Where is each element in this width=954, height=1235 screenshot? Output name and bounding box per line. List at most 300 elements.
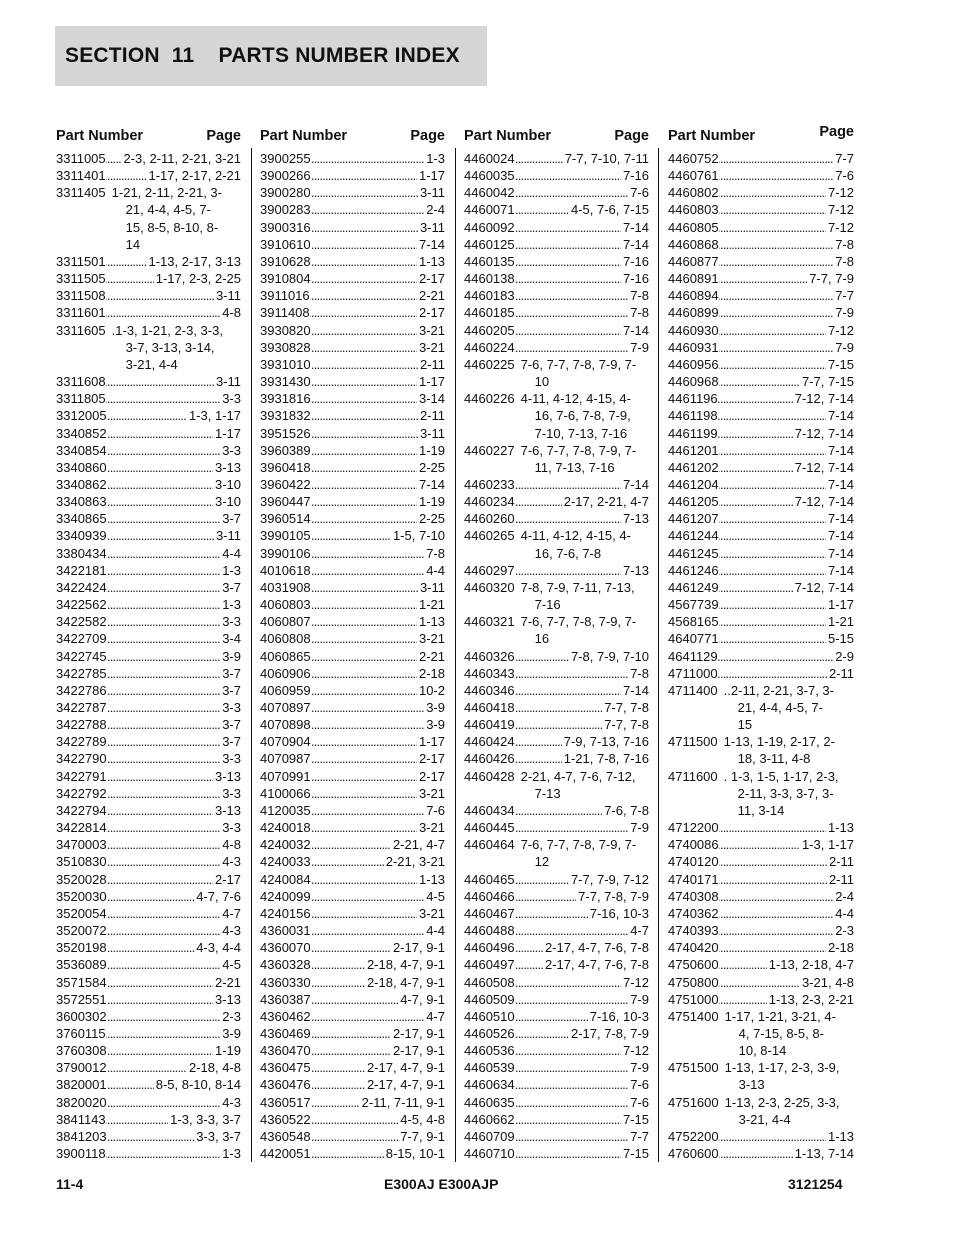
index-entry xyxy=(260,922,445,939)
page-ref-text: 7-6 xyxy=(630,1094,649,1110)
page-refs xyxy=(515,510,649,527)
index-entry xyxy=(260,287,445,304)
index-entry xyxy=(56,373,241,390)
part-number: 3312005 xyxy=(56,408,107,424)
part-number: 4070991 xyxy=(260,768,311,784)
page-ref-text: 2-3 xyxy=(835,923,854,939)
page-refs xyxy=(515,150,649,167)
page-ref-text: 3-9 xyxy=(426,717,445,733)
index-entry xyxy=(260,1145,445,1162)
part-number: 3911408 xyxy=(260,305,310,321)
page-ref-text: 3-7 xyxy=(222,511,241,527)
page-ref-text: 3-21 xyxy=(418,631,445,647)
part-number: 3960447 xyxy=(260,494,311,510)
index-entry xyxy=(56,407,241,424)
page-refs xyxy=(107,493,241,510)
column-header xyxy=(668,118,854,150)
part-number: 4060803 xyxy=(260,597,311,613)
index-entry xyxy=(464,1111,649,1128)
index-entry xyxy=(464,1076,649,1093)
page-ref-text: 1-13 xyxy=(418,871,445,887)
part-number: 4461244 xyxy=(668,528,719,544)
page-refs xyxy=(515,527,649,561)
index-entry xyxy=(260,562,445,579)
index-entry xyxy=(260,459,445,476)
part-number: 4100066 xyxy=(260,785,311,801)
page-ref-text: 2-17, 4-7, 7-6, 7-8 xyxy=(544,957,649,973)
page-ref-line: 1-13, 2-3, 2-25, 3-3, xyxy=(724,1094,840,1110)
index-entry xyxy=(56,819,241,836)
page-ref-text: 7-14 xyxy=(827,476,854,492)
page-refs xyxy=(107,596,241,613)
page-refs xyxy=(311,682,445,699)
part-number: 3422745 xyxy=(56,648,107,664)
page-refs xyxy=(719,493,854,510)
page-ref-text: 3-11 xyxy=(419,219,445,235)
part-number: 3951526 xyxy=(260,425,311,441)
part-number: 4460260 xyxy=(464,511,515,527)
index-entry xyxy=(464,356,649,390)
page-ref-line: 1-21, 2-11, 2-21, 3- xyxy=(111,185,222,201)
page-refs xyxy=(719,871,854,888)
page-ref-text: 7-14 xyxy=(827,528,854,544)
page-refs xyxy=(107,442,241,459)
index-entry xyxy=(56,270,241,287)
page-refs xyxy=(107,459,241,476)
page-ref-line: 3-7, 3-13, 3-14, xyxy=(125,339,215,355)
index-entry xyxy=(260,167,445,184)
page-refs xyxy=(719,630,854,647)
page-refs xyxy=(311,699,445,716)
part-number: 3422792 xyxy=(56,785,107,801)
part-number: 4461202 xyxy=(668,459,719,475)
index-entry xyxy=(260,510,445,527)
index-entry xyxy=(56,922,241,939)
page-ref-text: 7-9 xyxy=(835,305,854,321)
part-number: 4460185 xyxy=(464,305,515,321)
page-ref-text: 1-13 xyxy=(418,253,445,269)
index-entry xyxy=(668,510,854,527)
page-refs xyxy=(515,956,649,973)
part-number: 4750600 xyxy=(668,957,719,973)
part-number: 3931010 xyxy=(260,356,311,372)
page-ref-text: 2-25 xyxy=(418,511,445,527)
index-entry xyxy=(56,613,241,630)
page-refs xyxy=(515,236,649,253)
index-entry xyxy=(668,579,854,596)
page-refs xyxy=(311,871,445,888)
page-refs xyxy=(107,407,241,424)
page-ref-text: 2-17 xyxy=(418,305,445,321)
part-number: 4060906 xyxy=(260,665,311,681)
page-refs xyxy=(515,613,649,647)
page-refs xyxy=(719,236,854,253)
page-ref-text: 7-14 xyxy=(622,219,649,235)
index-entry xyxy=(56,665,241,682)
page-refs xyxy=(719,287,854,304)
page-ref-text: 2-21 xyxy=(214,974,241,990)
page-refs xyxy=(515,287,649,304)
part-number: 3422181 xyxy=(56,562,107,578)
part-number: 4460224 xyxy=(464,339,515,355)
index-entry xyxy=(260,716,445,733)
index-entry xyxy=(260,613,445,630)
part-number: 3422791 xyxy=(56,768,107,784)
page-refs xyxy=(311,991,445,1008)
page-refs xyxy=(311,785,445,802)
page-ref-text: 7-6 xyxy=(630,185,649,201)
page-ref-text: 7-9, 7-13, 7-16 xyxy=(563,734,649,750)
page-ref-text: 4-4 xyxy=(426,562,445,578)
page-ref-text: 4-5 xyxy=(222,957,241,973)
page-ref-line: 21, 4-4, 4-5, 7- xyxy=(125,202,211,218)
index-entry xyxy=(668,956,854,973)
page-ref-text: 3-13 xyxy=(214,768,241,784)
page-refs xyxy=(515,442,649,476)
part-number: 4460321 xyxy=(464,614,515,630)
part-number: 4060865 xyxy=(260,648,311,664)
index-entry xyxy=(56,579,241,596)
page-ref-text: 3-7 xyxy=(222,579,241,595)
index-entry xyxy=(464,442,649,476)
page-refs xyxy=(311,613,445,630)
page-refs xyxy=(719,579,854,596)
index-rows xyxy=(260,150,445,1162)
part-number: 3340863 xyxy=(56,494,107,510)
index-entry xyxy=(464,768,649,802)
index-entry xyxy=(464,939,649,956)
part-number: 4460418 xyxy=(464,700,515,715)
page-ref-text: 1-21 xyxy=(827,614,854,630)
page-heading: Page xyxy=(410,128,445,144)
page-ref-line: 14 xyxy=(125,236,141,252)
index-entry xyxy=(668,304,854,321)
page-ref-text: 2-17 xyxy=(418,751,445,767)
page-ref-text: 1-13 xyxy=(827,1128,854,1144)
page-ref-text: 2-17, 9-1 xyxy=(392,1025,445,1041)
page-refs xyxy=(106,1111,241,1128)
index-entry xyxy=(668,630,854,647)
page-ref-text: 1-3 xyxy=(222,1146,241,1162)
part-number: 4460894 xyxy=(668,288,719,304)
page-ref-text: 7-14 xyxy=(418,236,445,252)
page-refs xyxy=(311,716,445,733)
index-entry xyxy=(668,871,854,888)
page-ref-text: 4-4 xyxy=(835,905,854,921)
index-entry xyxy=(464,390,649,441)
index-entry xyxy=(260,476,445,493)
section-title: SECTION 11 PARTS NUMBER INDEX xyxy=(65,44,460,67)
index-entry xyxy=(464,510,649,527)
index-entry xyxy=(56,1076,241,1093)
page-ref-text: 3-21 xyxy=(418,785,445,801)
part-number: 4360522 xyxy=(260,1111,311,1127)
page-ref-text: 4-3, 4-4 xyxy=(196,940,241,956)
part-number: 4460508 xyxy=(464,974,515,990)
page-ref-text: 7-7, 7-9, 7-12 xyxy=(570,871,649,887)
index-entry xyxy=(260,184,445,201)
page-ref-text: 2-11 xyxy=(828,665,854,681)
page-ref-text: 7-16 xyxy=(622,271,649,287)
part-number: 3422790 xyxy=(56,751,107,767)
index-entry xyxy=(56,287,241,304)
page-ref-line: 10 xyxy=(534,374,550,390)
part-number: 3311005 xyxy=(56,151,106,166)
index-entry xyxy=(668,1059,854,1093)
page-refs xyxy=(719,339,854,356)
index-entry xyxy=(464,527,649,561)
part-number: 4460265 xyxy=(464,528,515,544)
page-ref-text: 7-16, 10-3 xyxy=(589,1008,649,1024)
page-ref-line: 11, 3-14 xyxy=(737,802,785,818)
page-refs xyxy=(107,716,241,733)
index-entry xyxy=(56,425,241,442)
page-ref-text: 2-18, 4-7, 9-1 xyxy=(366,974,445,990)
part-number: 3422785 xyxy=(56,665,107,681)
page-refs xyxy=(515,1128,649,1145)
part-number: 4360387 xyxy=(260,991,311,1007)
part-number: 4240099 xyxy=(260,888,311,904)
page-refs xyxy=(311,1145,445,1162)
index-entry xyxy=(260,579,445,596)
page-ref-text: 2-18, 4-7, 9-1 xyxy=(366,957,445,973)
index-entry xyxy=(464,270,649,287)
page-refs xyxy=(311,1059,445,1076)
page-refs xyxy=(718,733,854,767)
index-entry xyxy=(464,648,649,665)
page-ref-line: 16, 7-6, 7-8, 7-9, xyxy=(534,408,631,424)
page-refs xyxy=(311,750,445,767)
index-entry xyxy=(464,682,649,699)
index-entry xyxy=(56,253,241,270)
page-refs xyxy=(311,1025,445,1042)
index-entry xyxy=(56,750,241,767)
page-refs xyxy=(515,1145,649,1162)
part-number: 4740120 xyxy=(668,854,719,870)
page-refs xyxy=(718,768,854,819)
page-ref-line: 3-13 xyxy=(738,1077,765,1093)
index-entry xyxy=(668,287,854,304)
part-number: 3422709 xyxy=(56,631,107,647)
page-ref-text: 7-8 xyxy=(630,665,649,681)
column-header xyxy=(464,118,649,150)
page-refs xyxy=(107,527,241,544)
page-refs xyxy=(311,768,445,785)
index-entry xyxy=(56,939,241,956)
page-refs xyxy=(311,596,445,613)
page-ref-text: 3-11 xyxy=(419,185,445,201)
part-number: 4460138 xyxy=(464,271,515,287)
page-ref-text: 1-3 xyxy=(426,151,445,166)
page-ref-text: 2-11, 7-11, 9-1 xyxy=(361,1094,445,1110)
part-number: 4460465 xyxy=(464,871,515,887)
page-ref-text: 4-4 xyxy=(222,545,241,561)
page-ref-text: 7-12, 7-14 xyxy=(794,425,854,441)
index-entry xyxy=(56,167,241,184)
column-divider xyxy=(455,148,456,1162)
page-refs xyxy=(107,871,241,888)
part-number: 4060959 xyxy=(260,682,311,698)
part-number: 4460526 xyxy=(464,1025,515,1041)
index-entry xyxy=(464,613,649,647)
index-entry xyxy=(464,339,649,356)
part-number: 4240084 xyxy=(260,871,311,887)
index-entry xyxy=(464,716,649,733)
page-ref-text: 7-15 xyxy=(827,356,854,372)
part-number: 4568165 xyxy=(668,614,719,630)
index-entry xyxy=(464,219,649,236)
page-refs xyxy=(106,287,241,304)
page-refs xyxy=(515,750,649,767)
page-refs xyxy=(311,425,445,442)
page-refs xyxy=(515,476,649,493)
page-refs xyxy=(311,510,445,527)
page-refs xyxy=(106,1145,241,1162)
part-number: 4740420 xyxy=(668,940,719,956)
page-ref-text: 3-14 xyxy=(418,391,445,407)
index-entry xyxy=(668,974,854,991)
part-number: 3910628 xyxy=(260,253,311,269)
index-entry xyxy=(260,768,445,785)
page-ref-text: 7-16 xyxy=(622,253,649,269)
part-number: 3820001 xyxy=(56,1077,107,1093)
page-heading: Page xyxy=(819,124,854,140)
page-refs xyxy=(107,1042,241,1059)
index-entry xyxy=(668,219,854,236)
page-ref-text: 7-7, 7-15 xyxy=(801,374,854,390)
part-number: 3571584 xyxy=(56,974,107,990)
page-refs xyxy=(107,974,241,991)
part-number: 3536089 xyxy=(56,957,107,973)
page-refs xyxy=(515,390,649,441)
index-entry xyxy=(56,733,241,750)
index-entry xyxy=(668,665,854,682)
index-entry xyxy=(464,1145,649,1162)
part-number: 3422562 xyxy=(56,597,107,613)
index-entry xyxy=(668,476,854,493)
part-number: 4461245 xyxy=(668,545,719,561)
index-entry xyxy=(464,974,649,991)
part-number: 4460497 xyxy=(464,957,515,973)
page-ref-text: 1-17, 2-3, 2-25 xyxy=(155,271,241,287)
part-number-heading: Part Number xyxy=(56,128,144,144)
page-ref-text: 2-4 xyxy=(426,202,445,218)
part-number: 4460662 xyxy=(464,1111,515,1127)
index-entry xyxy=(56,510,241,527)
index-entry xyxy=(260,596,445,613)
page-refs xyxy=(107,630,241,647)
page-ref-text: 2-17, 7-8, 7-9 xyxy=(570,1025,649,1041)
footer-model: E300AJ E300AJP xyxy=(384,1176,499,1192)
page-refs xyxy=(311,562,445,579)
page-ref-line: 11, 7-13, 7-16 xyxy=(534,459,615,475)
part-number: 3841203 xyxy=(56,1128,107,1144)
index-entry xyxy=(56,956,241,973)
part-number: 3340852 xyxy=(56,425,107,441)
index-entry xyxy=(668,167,854,184)
page-ref-text: 7-14 xyxy=(622,682,649,698)
part-number: 3990106 xyxy=(260,545,311,561)
index-entry xyxy=(464,184,649,201)
page-ref-line: 4, 7-15, 8-5, 8- xyxy=(738,1025,824,1041)
index-entry xyxy=(56,871,241,888)
index-entry xyxy=(260,150,445,167)
page-ref-text: 3-21 xyxy=(418,905,445,921)
part-number: 4420051 xyxy=(260,1146,311,1162)
index-entry xyxy=(260,236,445,253)
index-entry xyxy=(56,648,241,665)
index-entry xyxy=(260,853,445,870)
page-ref-text: 2-21 xyxy=(418,288,445,304)
page-refs xyxy=(515,939,649,956)
page-ref-text: 5-15 xyxy=(827,631,854,647)
page-ref-text: 7-12, 7-14 xyxy=(794,494,854,510)
page-ref-text: 1-19 xyxy=(418,494,445,510)
part-number: 4711500 xyxy=(668,734,718,750)
part-number: 4460635 xyxy=(464,1094,515,1110)
page-ref-line: 3-21, 4-4 xyxy=(125,356,178,372)
page-ref-text: 1-3 xyxy=(222,562,241,578)
index-entry xyxy=(464,922,649,939)
part-number: 4460343 xyxy=(464,665,515,681)
index-entry xyxy=(668,939,854,956)
page-ref-text: 7-16, 10-3 xyxy=(589,905,649,921)
page-ref-text: 7-14 xyxy=(418,476,445,492)
page-refs xyxy=(107,1076,241,1093)
part-number: 4070904 xyxy=(260,734,311,750)
page-ref-line: 16, 7-6, 7-8 xyxy=(534,545,602,561)
part-number: 4751600 xyxy=(668,1094,719,1110)
part-number: 3841143 xyxy=(56,1111,106,1127)
page-refs xyxy=(106,253,241,270)
page-refs xyxy=(107,1094,241,1111)
page-ref-text: 7-14 xyxy=(622,236,649,252)
index-entry xyxy=(668,682,854,733)
page-refs xyxy=(107,956,241,973)
page-ref-text: 3-21 xyxy=(418,820,445,836)
page-ref-text: 1-19 xyxy=(418,442,445,458)
part-number: 4711600 xyxy=(668,768,718,784)
page-ref-line: .1-3, 1-21, 2-3, 3-3, xyxy=(111,322,223,338)
page-refs xyxy=(515,974,649,991)
page-refs xyxy=(107,1008,241,1025)
index-entry xyxy=(464,956,649,973)
part-number: 4360517 xyxy=(260,1094,311,1110)
page-ref-text: 7-8, 7-9, 7-10 xyxy=(570,648,649,664)
index-entry xyxy=(260,1025,445,1042)
page-ref-text: 2-17, 9-1 xyxy=(392,940,445,956)
page-ref-text: 2-3 xyxy=(222,1008,241,1024)
index-entry xyxy=(56,768,241,785)
page-ref-text: 8-15, 10-1 xyxy=(385,1146,445,1162)
index-entry xyxy=(260,939,445,956)
page-refs xyxy=(515,682,649,699)
part-number: 4360548 xyxy=(260,1128,311,1144)
page-ref-text: 3-9 xyxy=(426,700,445,715)
page-refs xyxy=(515,562,649,579)
page-ref-text: 3-3 xyxy=(222,785,241,801)
page-ref-text: 2-18 xyxy=(827,940,854,956)
page-refs xyxy=(107,699,241,716)
index-entry xyxy=(260,991,445,1008)
part-number: 4460931 xyxy=(668,339,719,355)
index-entry xyxy=(260,253,445,270)
index-entry xyxy=(56,493,241,510)
part-number: 4240032 xyxy=(260,837,311,853)
index-entry xyxy=(56,630,241,647)
index-entry xyxy=(668,236,854,253)
part-number: 4460183 xyxy=(464,288,515,304)
